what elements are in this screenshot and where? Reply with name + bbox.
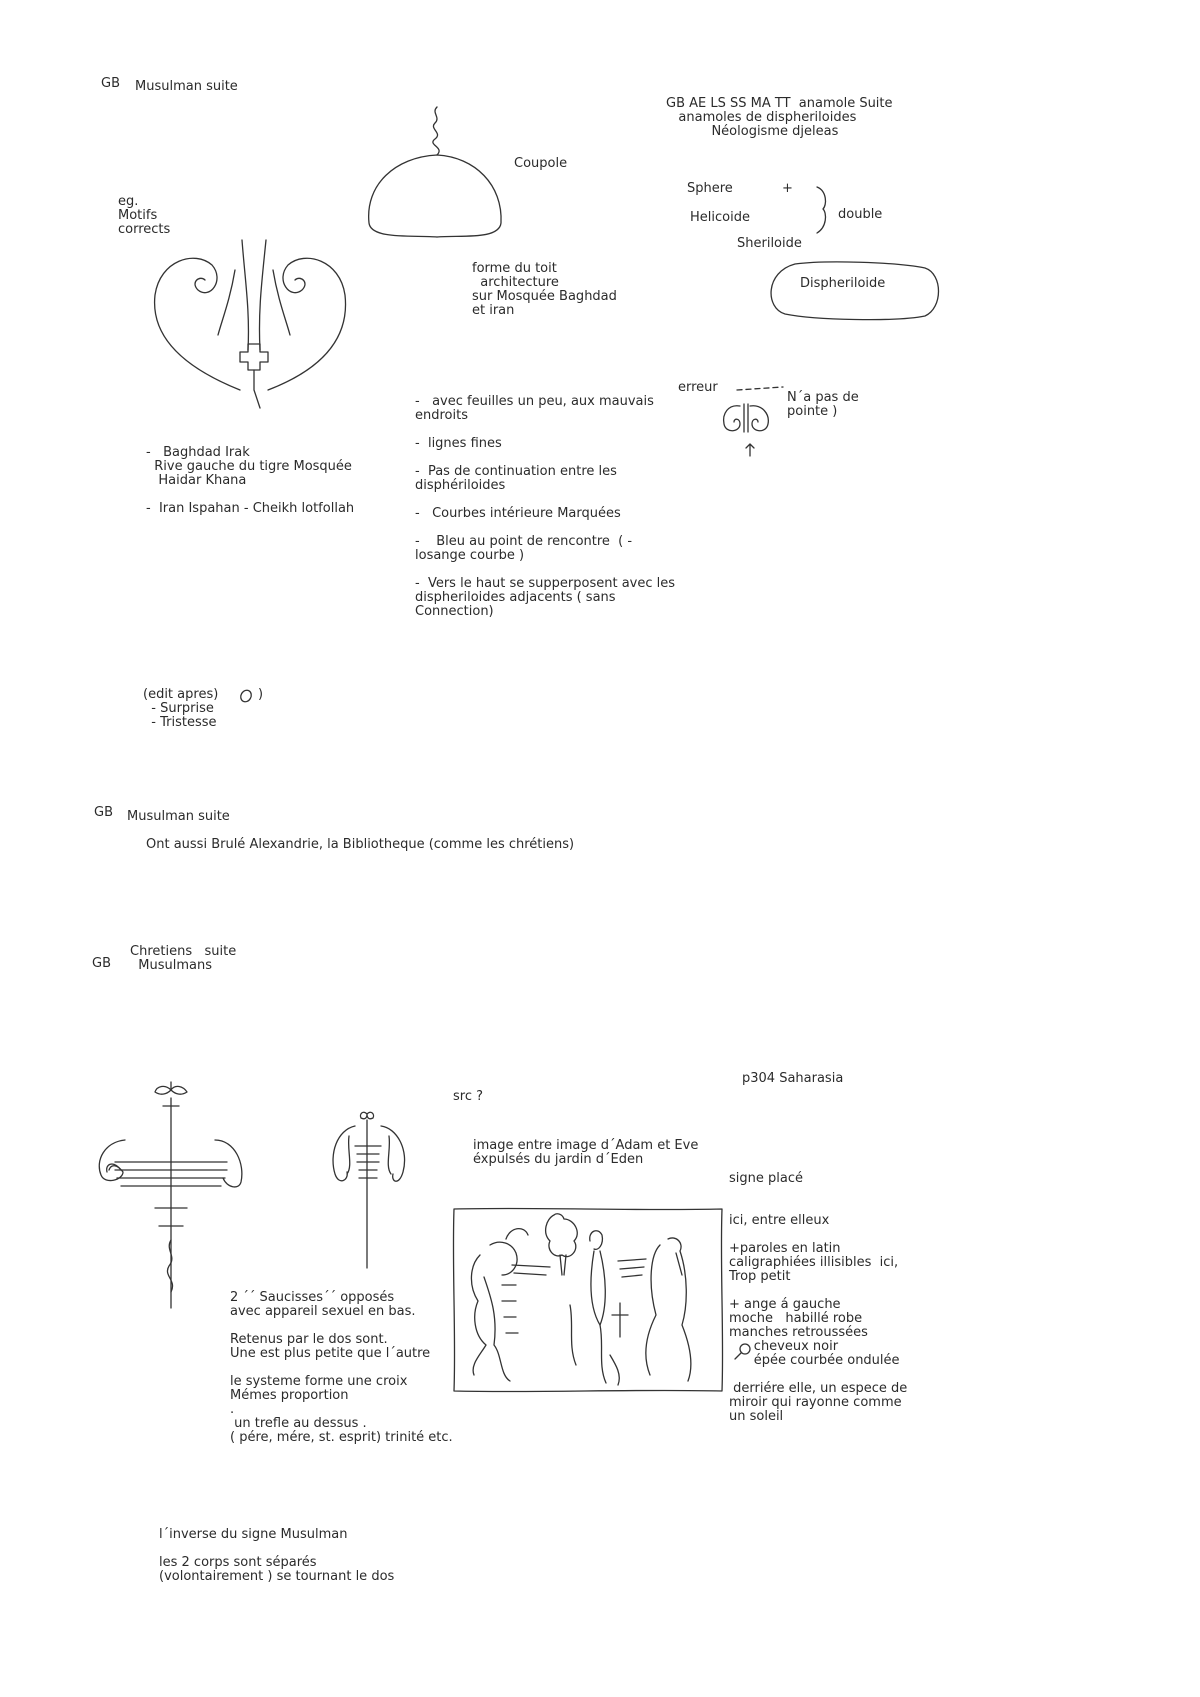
section-tag: GB [92,956,111,971]
signe-label: signe placé [729,1171,803,1186]
coupole-label: Coupole [514,156,568,171]
section-tag: GB [94,805,113,820]
section-note: Ont aussi Brulé Alexandrie, la Bibliotheque (comme les chrétiens) [146,837,575,852]
text-line: - Tristesse [143,715,217,730]
text-line: GB AE LS SS MA TT anamole Suite [666,96,893,111]
text-line: Trop petit [729,1269,791,1284]
image-caption [473,1139,698,1167]
brace-icon [815,185,835,235]
dashed-line [735,385,785,395]
text-line: Retenus par le dos sont. [230,1332,388,1347]
text-line: Motifs [118,208,158,223]
text-line: architecture [472,275,559,290]
sphere-label: Sphere [687,181,733,196]
text-line: derriére elle, un espece de [729,1381,908,1396]
text-line: les 2 corps sont séparés [159,1555,317,1570]
text-line: l´inverse du signe Musulman [159,1527,348,1542]
plus-label: + [782,181,793,196]
text-line: moche habillé robe [729,1311,863,1326]
text-line: - Vers le haut se supperposent avec les [415,576,676,591]
text-line: cheveux noir [729,1339,839,1354]
dome-sketch [365,105,505,245]
saharasia-label: p304 Saharasia [742,1071,844,1086]
inverse-note [159,1528,394,1584]
text-line: endroits [415,408,468,423]
text-line: avec appareil sexuel en bas. [230,1304,416,1319]
section-title: Musulman suite [127,809,230,824]
header-right [666,97,893,139]
text-line: sur Mosquée Baghdad [472,289,617,304]
eg-note [118,195,170,237]
dispheriloide-label: Dispheriloide [800,276,886,291]
text-line: - Pas de continuation entre les [415,464,617,479]
text-line: Chretiens suite [130,944,237,959]
text-line: - avec feuilles un peu, aux mauvais [415,394,654,409]
text-line: corrects [118,222,171,237]
text-line: N´a pas de [787,390,859,405]
motif-sketch [150,240,360,410]
edit-note [143,688,218,730]
text-line: - Iran Ispahan - Cheikh lotfollah [146,501,355,516]
text-line: Néologisme djeleas [666,124,839,139]
error-glyph-sketch [718,398,776,458]
sheriloide-label: Sheriloide [737,236,802,251]
src-label: src ? [453,1089,484,1104]
text-line: (edit apres) [143,687,219,702]
text-line: et iran [472,303,515,318]
text-line: miroir qui rayonne comme [729,1395,902,1410]
text-line: - Courbes intérieure Marquées [415,506,621,521]
text-line: manches retroussées [729,1325,868,1340]
text-line: forme du toit [472,261,557,276]
text-line: ici, entre elleux [729,1213,830,1228]
text-line: éxpulsés du jardin d´Eden [473,1152,644,1167]
text-line: Haidar Khana [146,473,247,488]
text-line: +paroles en latin [729,1241,841,1256]
section-tag: GB [101,76,120,91]
hair-loop-icon [733,1342,753,1360]
right-notes [729,1214,907,1424]
text-line: - Surprise [143,701,214,716]
text-line: + ange á gauche [729,1297,841,1312]
cross-sketch-large [95,1080,265,1310]
text-line: image entre image d´Adam et Eve [473,1138,699,1153]
double-label: double [838,207,883,222]
text-line: anamoles de dispheriloides [666,110,857,125]
text-line: épée courbée ondulée [729,1353,900,1368]
text-line: - Bleu au point de rencontre ( - [415,534,633,549]
erreur-label: erreur [678,380,718,395]
text-line: losange courbe ) [415,548,525,563]
helicoide-label: Helicoide [690,210,750,225]
text-line: - lignes fines [415,436,502,451]
text-line: Musulmans [130,958,212,973]
cross-sketch-small [325,1110,415,1270]
anomalies-list [415,395,675,619]
text-line: dispheriloides adjacents ( sans [415,590,616,605]
text-line: Rive gauche du tigre Mosquée [146,459,352,474]
section-title [130,945,236,973]
pointe-note [787,391,859,419]
text-line: un trefle au dessus . [230,1416,367,1431]
small-loop-icon [238,688,254,704]
text-line: pointe ) [787,404,838,419]
text-line: Une est plus petite que l´autre [230,1346,431,1361]
text-line: (volontairement ) se tournant le dos [159,1569,395,1584]
text-line: - Baghdad Irak [146,445,250,460]
edit-paren: ) [258,687,264,702]
text-line: ( pére, mére, st. esprit) trinité etc. [230,1430,453,1445]
text-line: disphériloides [415,478,506,493]
text-line: Connection) [415,604,494,619]
locations-list [146,446,354,516]
adam-eve-scene-sketch [450,1205,725,1395]
text-line: Mémes proportion [230,1388,349,1403]
saucisses-note [230,1291,453,1445]
text-line: caligraphiées illisibles ici, [729,1255,899,1270]
text-line: eg. [118,194,139,209]
text-line: le systeme forme une croix [230,1374,408,1389]
roof-note [472,262,617,318]
text-line: 2 ´´ Saucisses´´ opposés [230,1290,395,1305]
text-line: . [230,1402,235,1417]
section-title: Musulman suite [135,79,238,94]
text-line: un soleil [729,1409,784,1424]
